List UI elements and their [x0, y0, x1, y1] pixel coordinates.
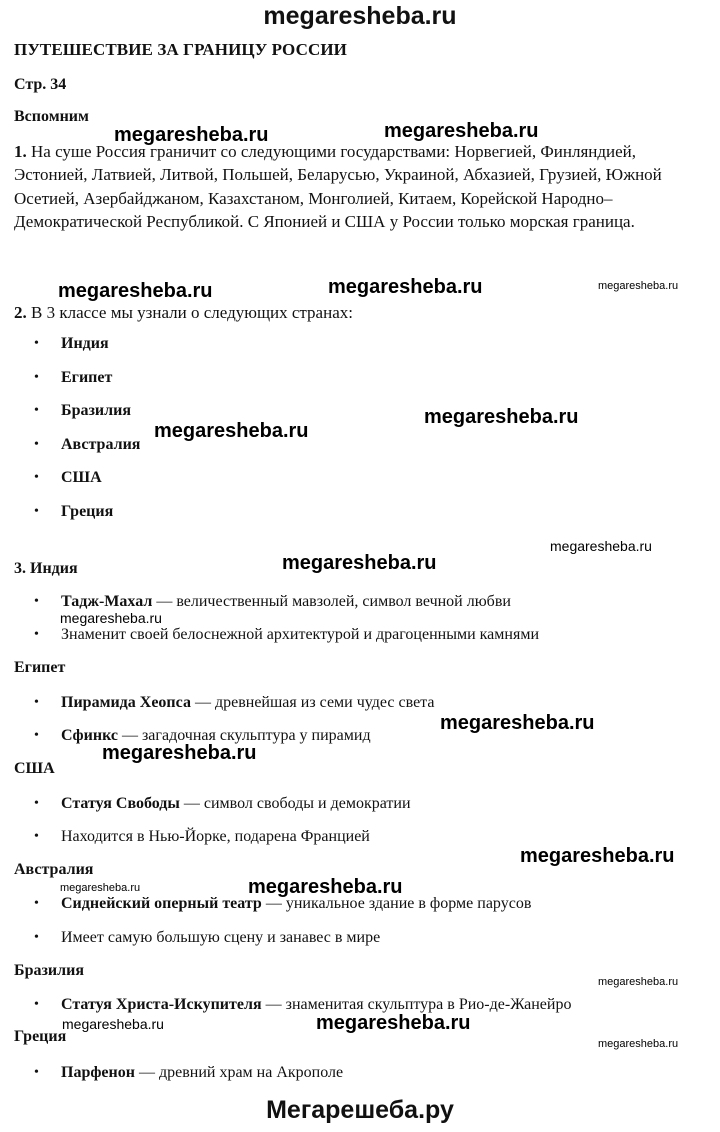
page-title: ПУТЕШЕСТВИЕ ЗА ГРАНИЦУ РОССИИ: [14, 40, 347, 59]
watermark: megaresheba.ru: [248, 876, 403, 898]
watermark: megaresheba.ru: [384, 120, 539, 142]
watermark: megaresheba.ru: [60, 882, 141, 894]
watermark: megaresheba.ru: [424, 406, 579, 428]
watermark: megaresheba.ru: [154, 420, 309, 442]
answer-2-number: 2.: [14, 303, 27, 322]
watermark: megaresheba.ru: [114, 124, 269, 146]
landmark-item: • Тадж-Махал — величественный мавзолей, символ вечной любви: [34, 592, 511, 612]
watermark: megaresheba.ru: [440, 712, 595, 734]
country-list-item: • Греция: [34, 502, 113, 522]
answer-2-text: В 3 классе мы узнали о следующих странах:: [31, 303, 353, 322]
watermark: megaresheba.ru: [58, 280, 213, 302]
country-list-item: • Бразилия: [34, 401, 131, 421]
country-list-item: • Индия: [34, 334, 109, 354]
country-heading-egypt: Египет: [14, 659, 66, 676]
landmark-item: • Парфенон — древний храм на Акрополе: [34, 1063, 343, 1083]
watermark: megaresheba.ru: [598, 976, 679, 988]
answer-1: [14, 140, 710, 233]
answer-1-text: На суше Россия граничит со следующими государствами: Норвегией, Финляндией, Эстонией, Латвией, Литвой, Польшей, Беларусью, Украиной, Абхазией, Грузией, Южной Осетией, Азербайджаном, Казахстаном, Монголией, Китаем, Корейской Народно–Демократической Республикой. С Японией и США у России только морская граница.: [14, 142, 662, 231]
watermark: megaresheba.ru: [62, 1016, 164, 1032]
site-footer: Мегарешеба.ру: [266, 1096, 454, 1124]
watermark: megaresheba.ru: [316, 1012, 471, 1034]
country-list-item: • США: [34, 468, 102, 488]
landmark-item: • Сфинкс — загадочная скульптура у пирамид: [34, 726, 371, 746]
country-heading-greece: Греция: [14, 1028, 67, 1045]
watermark: megaresheba.ru: [328, 276, 483, 298]
answer-3-heading: 3. Индия: [14, 560, 78, 577]
answer-2-intro: [14, 301, 710, 324]
country-heading-usa: США: [14, 760, 55, 777]
landmark-item: • Сиднейский оперный театр — уникальное здание в форме парусов: [34, 894, 531, 914]
country-list-item: • Египет: [34, 368, 112, 388]
site-header: megaresheba.ru: [263, 2, 457, 30]
landmark-item: • Статуя Свободы — символ свободы и демократии: [34, 794, 411, 814]
watermark: megaresheba.ru: [550, 538, 652, 554]
landmark-item: • Имеет самую большую сцену и занавес в мире: [34, 928, 380, 948]
country-heading-australia: Австралия: [14, 861, 94, 878]
landmark-item: • Знаменит своей белоснежной архитектурой и драгоценными камнями: [34, 625, 539, 645]
watermark: megaresheba.ru: [282, 552, 437, 574]
watermark: megaresheba.ru: [598, 280, 679, 292]
watermark: megaresheba.ru: [598, 1038, 679, 1050]
answer-1-number: 1.: [14, 142, 27, 161]
watermark: megaresheba.ru: [102, 742, 257, 764]
country-list-item: • Австралия: [34, 435, 140, 455]
country-heading-brazil: Бразилия: [14, 962, 84, 979]
landmark-item: • Пирамида Хеопса — древнейшая из семи чудес света: [34, 693, 434, 713]
landmark-item: • Статуя Христа-Искупителя — знаменитая скульптура в Рио-де-Жанейро: [34, 995, 571, 1015]
section-heading: Вспомним: [14, 108, 89, 125]
page-number: Стр. 34: [14, 76, 67, 93]
landmark-item: • Находится в Нью-Йорке, подарена Францией: [34, 827, 370, 847]
watermark: megaresheba.ru: [520, 845, 675, 867]
watermark: megaresheba.ru: [60, 610, 162, 626]
